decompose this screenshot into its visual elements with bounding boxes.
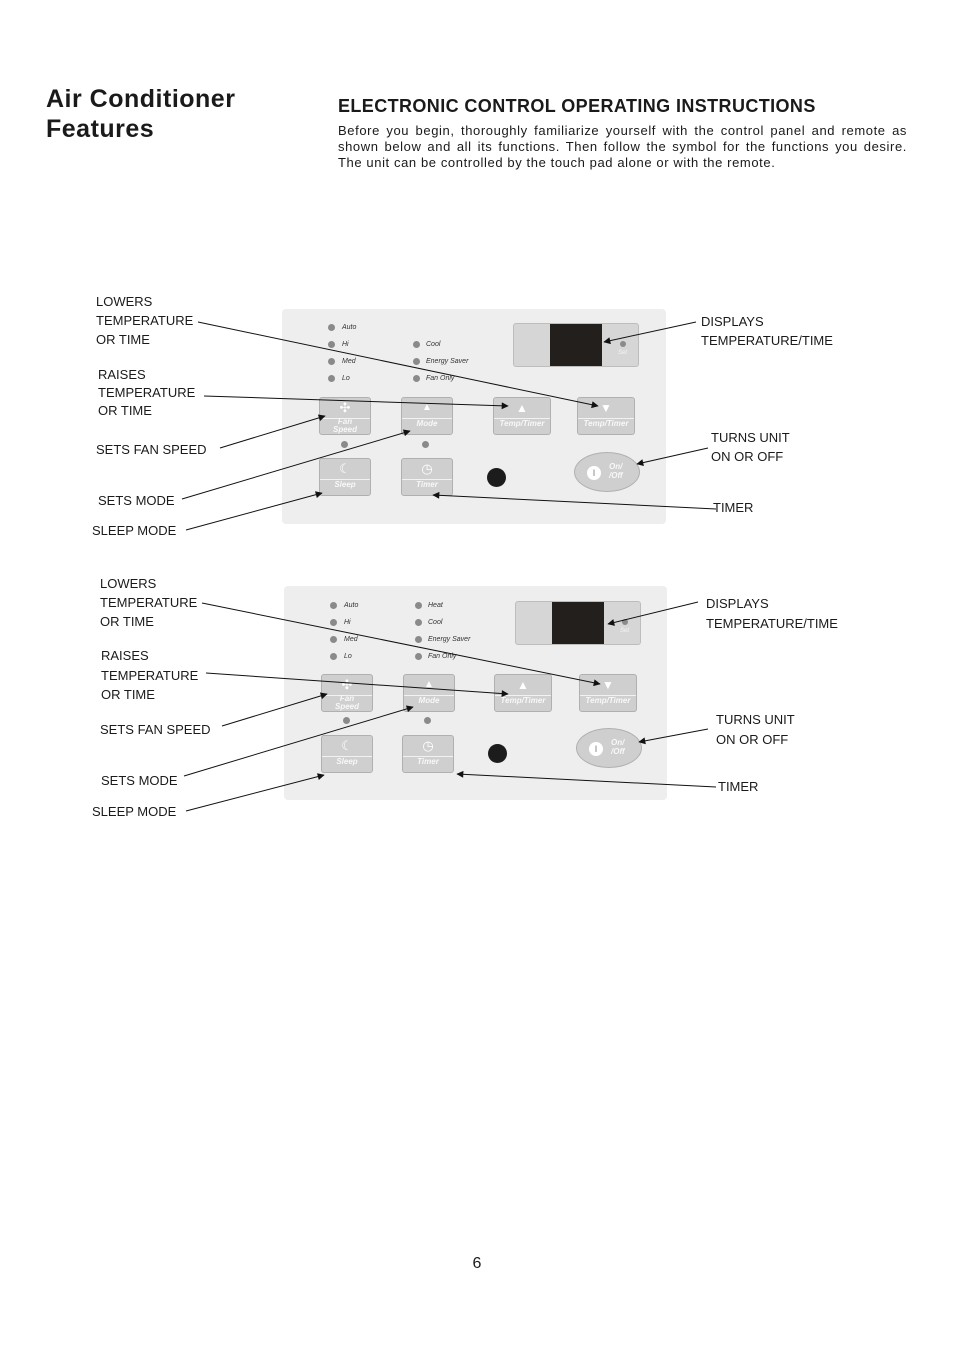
clock-icon: ◷ [422, 738, 434, 753]
timer-label: Timer [416, 480, 438, 489]
indicator-label: Hi [342, 341, 349, 348]
indicator-label: Auto [342, 324, 357, 331]
temp-down-label: Temp/Timer [585, 696, 631, 705]
arrow-fan-speed-1 [220, 416, 325, 448]
side-title-line1: Air Conditioner [46, 85, 236, 113]
mode-arrows-icon: ▲ [422, 402, 432, 413]
label-fan-speed-2: SETS FAN SPEED [100, 722, 211, 737]
fan-icon: ✣ [341, 677, 353, 692]
on-off-label: On/ /Off [611, 738, 625, 756]
timer-label: Timer [417, 757, 439, 766]
page-number: 6 [472, 1255, 482, 1272]
mode-label: Mode [416, 419, 438, 428]
arrow-raises-2 [206, 673, 508, 694]
label-sets-mode-1: SETS MODE [98, 493, 175, 508]
label-turns-1: TURNS UNIT ON OR OFF [711, 430, 790, 464]
label-displays-1: DISPLAYS TEMPERATURE/TIME [701, 314, 833, 348]
arrow-lowers-1 [198, 322, 598, 406]
indicator-label: Energy Saver [426, 358, 469, 365]
clock-icon: ◷ [421, 461, 433, 476]
on-off-label: On/ /Off [609, 462, 623, 480]
label-lowers-1: LOWERS TEMPERATURE OR TIME [96, 294, 194, 347]
mode-label: Mode [418, 696, 440, 705]
sleep-label: Sleep [334, 480, 356, 489]
intro-paragraph: Before you begin, thoroughly familiarize yourself with the control panel and remote as shown below and all its functions. Then follow the symbol for the functions you desire. The unit can be controlled by the touch pad alone or with the remote. [338, 123, 907, 170]
label-raises-1: RAISES TEMPERATURE OR TIME [98, 367, 196, 418]
arrow-timer-2 [457, 774, 716, 787]
fan-icon: ✣ [339, 400, 351, 415]
label-sets-mode-2: SETS MODE [101, 773, 178, 788]
indicator-label: Fan Only [426, 375, 455, 382]
label-turns-2: TURNS UNIT ON OR OFF [716, 712, 795, 747]
down-arrow-icon: ▼ [602, 678, 614, 692]
label-timer-2: TIMER [718, 779, 759, 794]
fan-speed-label: Fan Speed [334, 694, 359, 711]
arrow-raises-1 [204, 396, 508, 406]
section-heading: ELECTRONIC CONTROL OPERATING INSTRUCTIONS [338, 96, 816, 116]
arrow-sleep-mode-2 [186, 775, 324, 811]
indicator-label: Lo [342, 375, 350, 382]
indicator-label: Med [342, 358, 356, 365]
indicator-label: Hi [344, 619, 351, 626]
temp-up-label: Temp/Timer [499, 419, 545, 428]
moon-icon: ☾ [341, 738, 353, 753]
indicator-label: Cool [426, 341, 441, 348]
indicator-label: Lo [344, 653, 352, 660]
label-sleep-mode-2: SLEEP MODE [92, 804, 177, 819]
indicator-label: Med [344, 636, 358, 643]
arrow-lowers-2 [202, 603, 600, 684]
arrow-displays-1 [604, 322, 696, 342]
arrow-displays-2 [608, 602, 698, 624]
fan-speed-label: Fan Speed [332, 417, 357, 434]
label-lowers-2: LOWERS TEMPERATURE OR TIME [100, 576, 198, 629]
temp-down-label: Temp/Timer [583, 419, 629, 428]
power-icon: I [589, 742, 603, 756]
arrow-sets-mode-1 [182, 431, 410, 499]
set-label: Set [618, 350, 628, 356]
arrow-turns-2 [639, 729, 708, 742]
side-title-line2: Features [46, 115, 155, 143]
arrow-timer-1 [433, 495, 716, 509]
label-raises-2: RAISES TEMPERATURE OR TIME [101, 648, 199, 702]
indicator-label: Energy Saver [428, 636, 471, 643]
sleep-label: Sleep [336, 757, 358, 766]
set-label: Set [620, 628, 630, 634]
indicator-label: Heat [428, 602, 443, 609]
label-displays-2: DISPLAYS TEMPERATURE/TIME [706, 596, 838, 631]
indicator-label: Fan Only [428, 653, 457, 660]
power-icon: I [587, 466, 601, 480]
moon-icon: ☾ [339, 461, 351, 476]
down-arrow-icon: ▼ [600, 401, 612, 415]
arrow-fan-speed-2 [222, 694, 327, 726]
label-sleep-mode-1: SLEEP MODE [92, 523, 177, 538]
label-timer-1: TIMER [713, 500, 754, 515]
indicator-label: Auto [344, 602, 359, 609]
up-arrow-icon: ▲ [517, 678, 529, 692]
up-arrow-icon: ▲ [516, 401, 528, 415]
arrow-sleep-mode-1 [186, 493, 322, 530]
arrow-turns-1 [637, 448, 708, 464]
arrow-sets-mode-2 [184, 707, 413, 776]
mode-arrows-icon: ▲ [424, 679, 434, 690]
label-fan-speed-1: SETS FAN SPEED [96, 442, 207, 457]
indicator-label: Cool [428, 619, 443, 626]
temp-up-label: Temp/Timer [500, 696, 546, 705]
